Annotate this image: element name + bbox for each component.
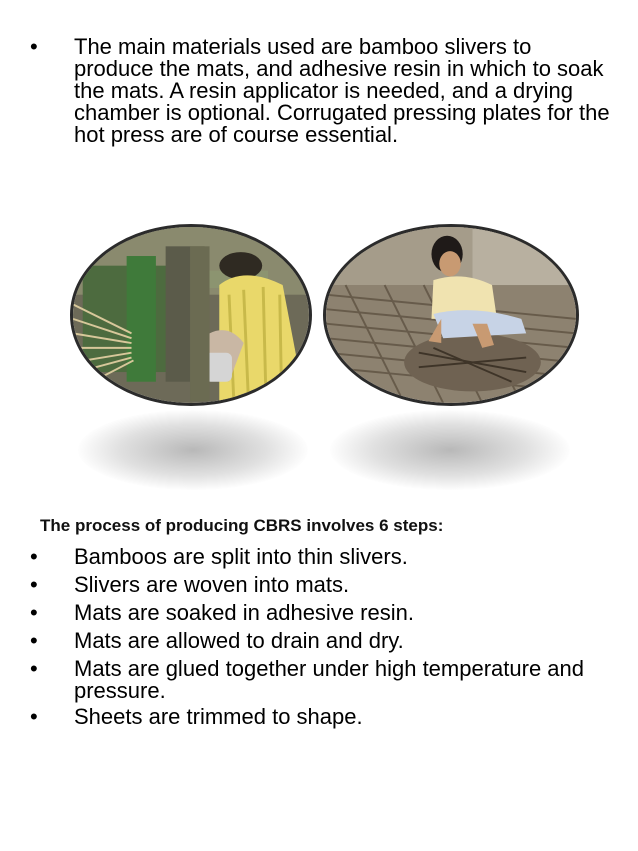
bamboo-machine-image [73,227,309,403]
bullet-marker: • [30,656,38,681]
bullet-marker: • [30,544,38,569]
process-step [30,600,610,626]
process-step [30,544,610,570]
process-step-text: Mats are glued together under high temperature and pressure. [74,656,584,703]
mat-weaving-photo [323,224,579,406]
process-step-text: Mats are soaked in adhesive resin. [74,600,414,625]
process-step [30,704,610,730]
process-step [30,628,610,654]
process-step-text: Slivers are woven into mats. [74,572,350,597]
process-heading: The process of producing CBRS involves 6 steps: [40,516,444,535]
intro-text: The main materials used are bamboo slivers to produce the mats, and adhesive resin in which to soak the mats. A resin applicator is needed, and a drying chamber is optional. Corrugated pressing plates for the hot press are of course essential. [74,34,610,147]
bullet-marker: • [30,600,38,625]
bullet-marker: • [30,572,38,597]
photo-shadow-right [330,410,570,490]
photo-shadow-left [78,410,308,490]
bamboo-splitting-machine-photo [70,224,312,406]
bullet-marker: • [30,628,38,653]
mat-weaving-image [326,227,576,403]
bullet-marker: • [30,34,38,59]
process-step-text: Sheets are trimmed to shape. [74,704,363,729]
process-step [30,656,610,702]
process-step [30,572,610,598]
process-step-text: Mats are allowed to drain and dry. [74,628,404,653]
process-steps-list [30,544,610,732]
process-step-text: Bamboos are split into thin slivers. [74,544,408,569]
bullet-marker: • [30,704,38,729]
